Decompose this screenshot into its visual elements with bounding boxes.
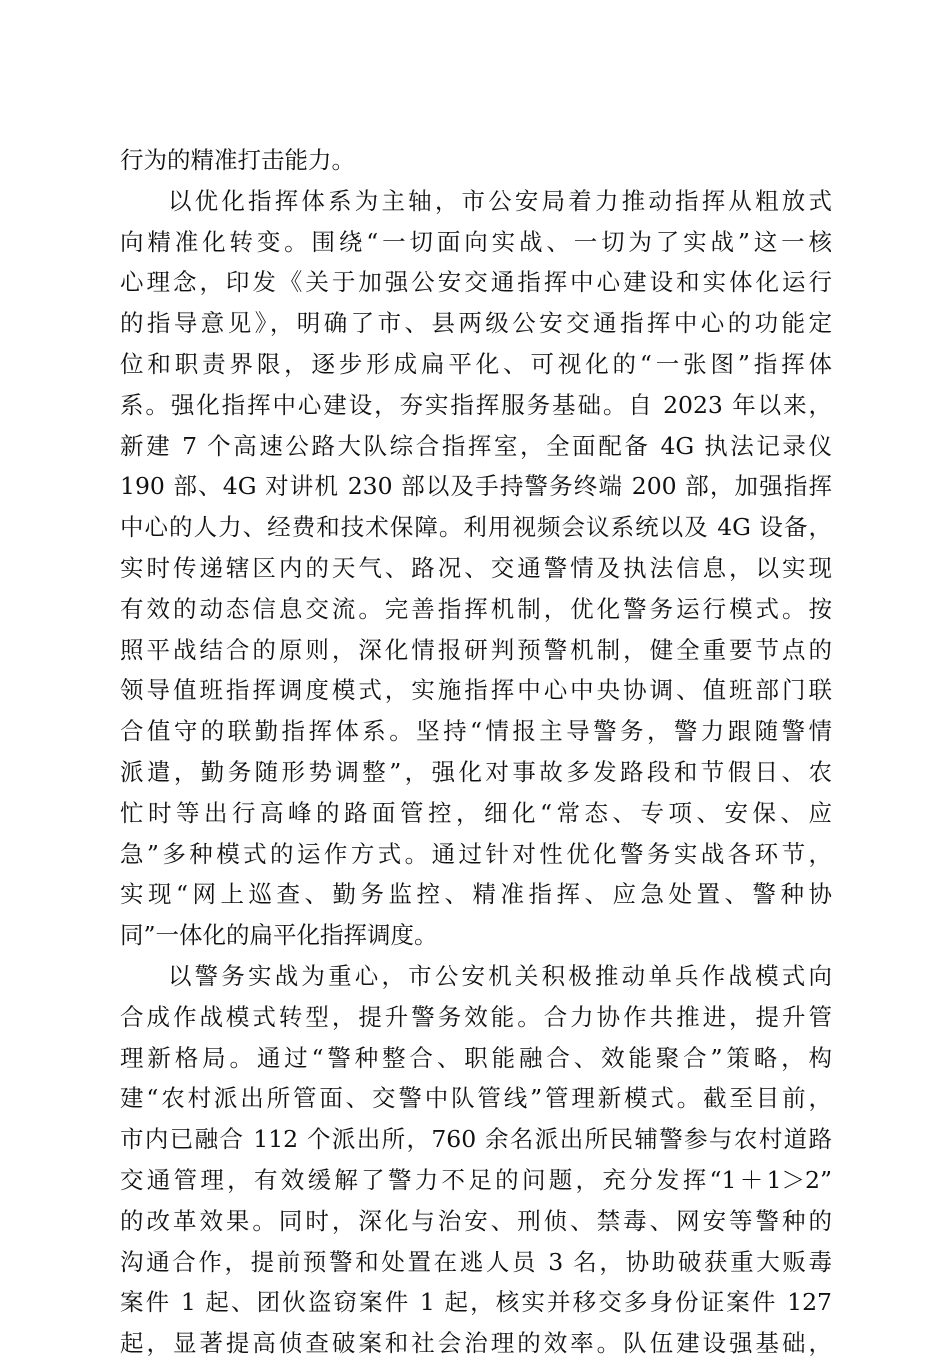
text-line: 的改革效果。同时，深化与治安、刑侦、禁毒、网安等警种的: [120, 1206, 832, 1235]
text-line: 位和职责界限，逐步形成扁平化、可视化的“一张图”指挥体: [120, 349, 832, 378]
text-line: 交通管理，有效缓解了警力不足的问题，充分发挥“1＋1＞2”: [120, 1165, 832, 1194]
text-line: 派遣，勤务随形势调整”，强化对事故多发路段和节假日、农: [120, 757, 832, 786]
text-line: 起，显著提高侦查破案和社会治理的效率。队伍建设强基础，: [120, 1329, 832, 1358]
text-line: 实时传递辖区内的天气、路况、交通警情及执法信息，以实现: [120, 553, 832, 582]
text-line: 心理念，印发《关于加强公安交通指挥中心建设和实体化运行: [120, 268, 832, 297]
text-line: 系。强化指挥中心建设，夯实指挥服务基础。自 2023 年以来，: [120, 390, 832, 419]
text-line: 照平战结合的原则，深化情报研判预警机制，健全重要节点的: [120, 635, 832, 664]
text-line: 合成作战模式转型，提升警务效能。合力协作共推进，提升管: [120, 1002, 832, 1031]
text-line: 以优化指挥体系为主轴，市公安局着力推动指挥从粗放式: [168, 186, 832, 215]
text-line: 急”多种模式的运作方式。通过针对性优化警务实战各环节，: [120, 839, 832, 868]
text-line: 理新格局。通过“警种整合、职能融合、效能聚合”策略，构: [120, 1043, 832, 1072]
text-line: 行为的精准打击能力。: [120, 146, 355, 174]
text-line: 沟通合作，提前预警和处置在逃人员 3 名，协助破获重大贩毒: [120, 1247, 832, 1276]
text-line: 190 部、4G 对讲机 230 部以及手持警务终端 200 部，加强指挥: [120, 472, 832, 501]
text-line: 中心的人力、经费和技术保障。利用视频会议系统以及 4G 设备，: [120, 513, 832, 542]
text-line: 向精准化转变。围绕“一切面向实战、一切为了实战”这一核: [120, 227, 832, 256]
text-line: 以警务实战为重心，市公安机关积极推动单兵作战模式向: [168, 961, 832, 990]
body-text: [120, 140, 832, 1364]
text-line: 市内已融合 112 个派出所，760 余名派出所民辅警参与农村道路: [120, 1125, 832, 1154]
text-line: 合值守的联勤指挥体系。坚持“情报主导警务，警力跟随警情: [120, 717, 832, 746]
text-line: 新建 7 个高速公路大队综合指挥室，全面配备 4G 执法记录仪: [120, 431, 832, 460]
text-line: 实现“网上巡查、勤务监控、精准指挥、应急处置、警种协: [120, 880, 832, 909]
text-line: 同”一体化的扁平化指挥调度。: [120, 921, 438, 950]
text-line: 案件 1 起、团伙盗窃案件 1 起，核实并移交多身份证案件 127: [120, 1288, 832, 1317]
text-line: 有效的动态信息交流。完善指挥机制，优化警务运行模式。按: [120, 594, 832, 623]
text-line: 忙时等出行高峰的路面管控，细化“常态、专项、安保、应: [120, 798, 832, 827]
text-line: 建“农村派出所管面、交警中队管线”管理新模式。截至目前，: [120, 1084, 832, 1113]
text-line: 领导值班指挥调度模式，实施指挥中心中央协调、值班部门联: [120, 676, 832, 705]
text-line: 的指导意见》，明确了市、县两级公安交通指挥中心的功能定: [120, 309, 832, 338]
